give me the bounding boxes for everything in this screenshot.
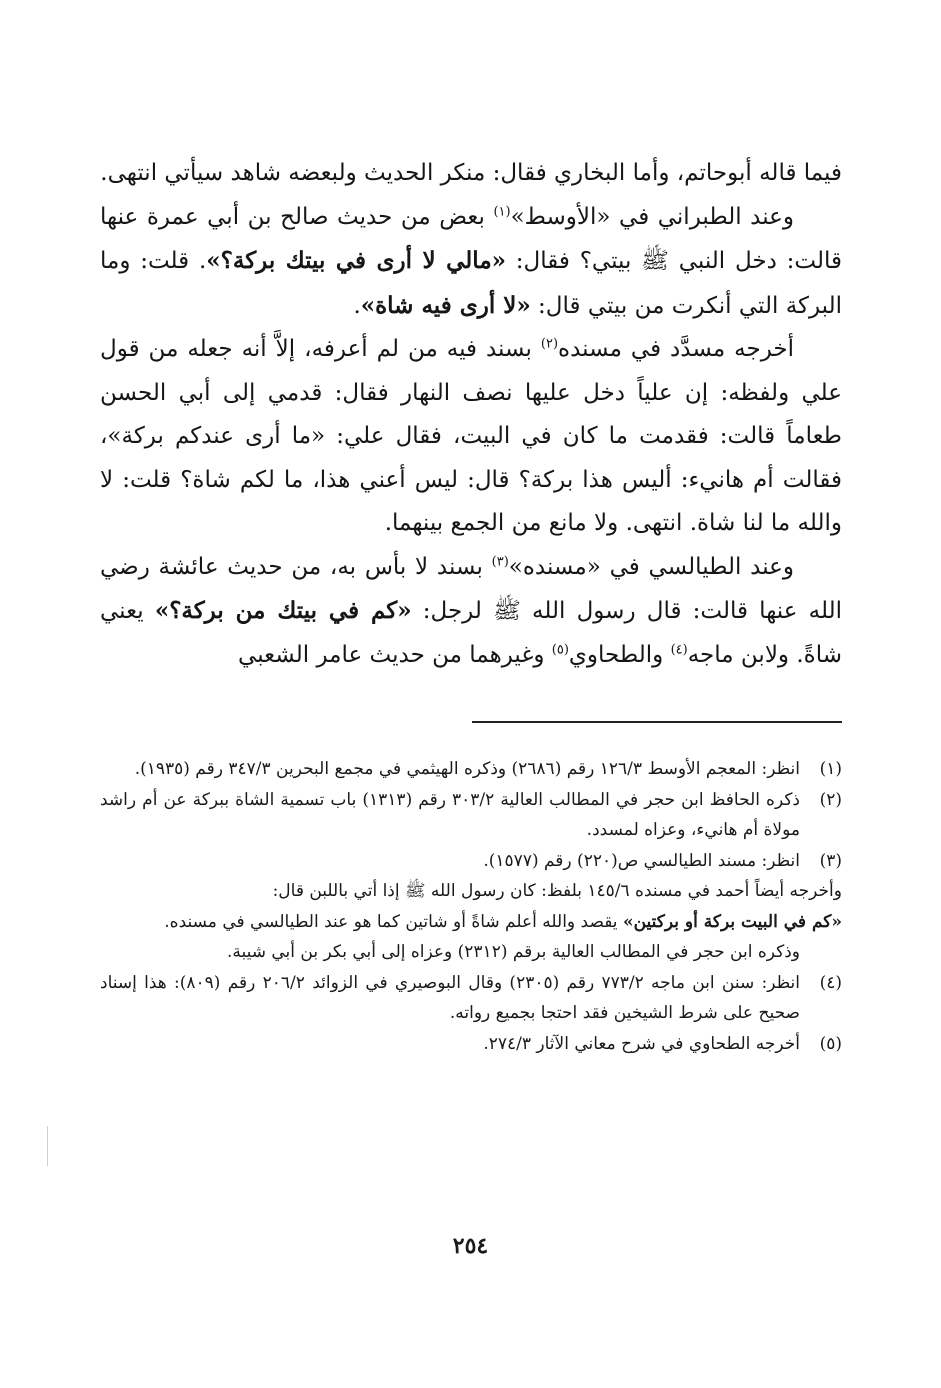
footnote-number: (٣) <box>819 850 842 871</box>
page-number: ٢٥٤ <box>452 1233 489 1259</box>
quote-bold: «كم في البيت بركة أو بركتين» <box>622 911 842 932</box>
paragraph-3 <box>100 328 842 546</box>
footnote-text: انظر: المعجم الأوسط ١٢٦/٣ رقم (٢٦٨٦) وذكره الهيثمي في مجمع البحرين ٣٤٧/٣ رقم (١٩٣٥). <box>134 759 800 779</box>
p4-text-e: وغيرهما من حديث عامر الشعبي <box>238 641 552 668</box>
p4-text-d: والطحاوي <box>568 641 671 668</box>
p3-text-a: أخرجه مسدَّد في مسنده <box>558 336 795 362</box>
footnote-number: (٤) <box>819 972 842 993</box>
p2-text-c: . قلت: وما البركة التي أنكرت من بيتي قال: <box>100 248 842 319</box>
footnote-text: انظر: سنن ابن ماجه ٧٧٣/٢ رقم (٢٣٠٥) وقال البوصيري في الزوائد ٢٠٦/٢ رقم (٨٠٩): هذا إسناد صحيح على شرط الشيخين فقد احتجا بجميع رواته. <box>100 972 800 1023</box>
footnote-text: وذكره ابن حجر في المطالب العالية برقم (٢٣١٢) وعزاه إلى أبي بكر بن أبي شيبة. <box>226 942 800 962</box>
paragraph-4 <box>100 546 842 678</box>
footnote-number: (٢) <box>819 789 842 810</box>
p4-text-b: بسند لا بأس به، من حديث عائشة رضي الله عنها قالت: قال رسول الله ﷺ لرجل: <box>100 553 842 624</box>
footnote-text-part: يقصد والله أعلم شاةً أو شاتين كما هو عند الطيالسي في مسنده. <box>164 911 623 932</box>
footnote-ref-3: (٣) <box>491 553 509 569</box>
p3-text-b: بسند فيه من لم أعرفه، إلاَّ أنه جعله من قول علي ولفظه: إن علياً دخل عليها نصف النهار فقال: قدمي إلى أبي الحسن طعاماً قالت: فقدمت ما كان في البيت، فقال علي: «ما أرى عندكم بركة»، فقالت أم هانيء: أليس هذا بركة؟ قال: ليس أعني هذا، ما لكم شاة؟ قلت: لا والله ما لنا شاة. انتهى. ولا مانع من الجمع بينهما. <box>100 336 842 536</box>
paragraph-2 <box>100 196 842 329</box>
footnote-ref-4: (٤) <box>670 641 688 657</box>
footnote-5 <box>100 1029 842 1060</box>
footnote-number: (١) <box>819 759 842 779</box>
p2-text-d: . <box>353 292 361 319</box>
footnote-separator <box>472 721 842 723</box>
footnotes <box>100 754 842 1059</box>
quote-bold: «مالي لا أرى في بيتك بركة؟» <box>206 247 507 274</box>
footnote-text: أخرجه الطحاوي في شرح معاني الآثار ٢٧٤/٣. <box>483 1033 800 1054</box>
footnote-2 <box>100 785 842 846</box>
quote-bold: «كم في بيتك من بركة؟» <box>154 597 412 624</box>
p2-text-b: بعض من حديث صالح بن أبي عمرة عنها قالت: دخل النبي ﷺ بيتي؟ فقال: <box>100 203 842 274</box>
footnote-number: (٥) <box>819 1033 842 1054</box>
p4-text-a: وعند الطيالسي في «مسنده» <box>508 553 794 580</box>
footnote-4 <box>100 968 842 1029</box>
footnote-ref-5: (٥) <box>551 641 569 657</box>
footnote-ref-2: (٢) <box>540 336 559 352</box>
footnote-3-continued <box>100 876 842 968</box>
p4-text-c: يعني شاةً. ولابن ماجه <box>100 598 842 668</box>
footnote-text-part: وأخرجه أيضاً أحمد في مسنده ١٤٥/٦ بلفظ: كان رسول الله ﷺ إذا أتي باللبن قال: <box>272 881 842 901</box>
main-text <box>100 152 842 677</box>
footnote-text <box>100 876 842 937</box>
quote-bold: «لا أرى فيه شاة» <box>360 291 531 319</box>
paragraph-1 <box>100 152 842 196</box>
footnote-1 <box>100 754 842 785</box>
footnote-text: ذكره الحافظ ابن حجر في المطالب العالية ٣٠٣/٢ رقم (١٣١٣) باب تسمية الشاة ببركة عن أم راشد مولاة أم هانيء، وعزاه لمسدد. <box>100 789 800 840</box>
paragraph-1-text: فيما قاله أبوحاتم، وأما البخاري فقال: منكر الحديث ولبعضه شاهد سيأتي انتهى. <box>100 160 842 186</box>
scan-edge-mark <box>47 1126 48 1166</box>
footnote-3 <box>100 846 842 877</box>
footnote-ref-1: (١) <box>493 203 511 219</box>
footnote-text: انظر: مسند الطيالسي ص(٢٢٠) رقم (١٥٧٧). <box>483 850 800 871</box>
p2-text-a: وعند الطبراني في «الأوسط» <box>510 203 794 230</box>
